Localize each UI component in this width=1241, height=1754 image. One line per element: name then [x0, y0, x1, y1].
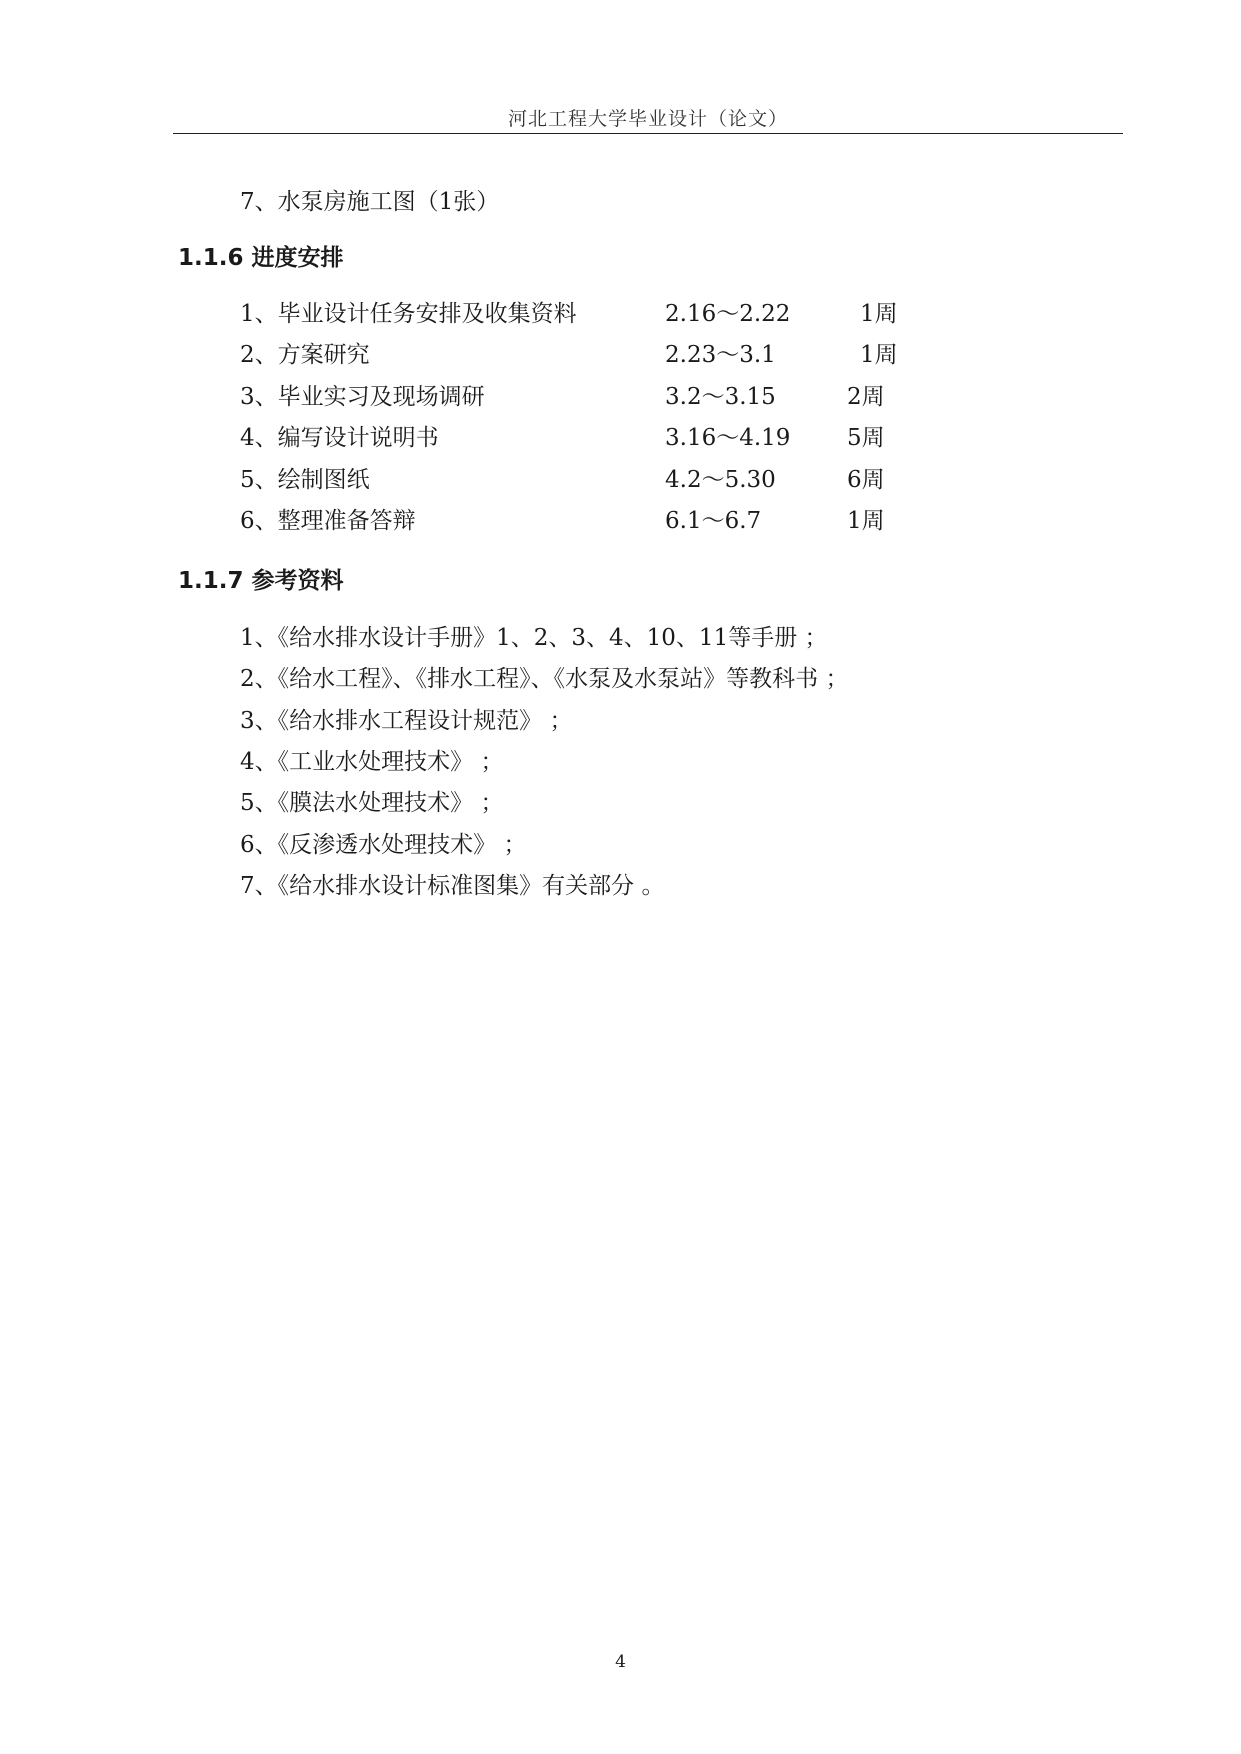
- reference-item: 4、《工业水处理技术》 ；: [240, 749, 504, 775]
- schedule-period: 6.1～6.7: [665, 508, 762, 534]
- schedule-row: [240, 510, 940, 538]
- schedule-duration: 5周: [847, 425, 885, 451]
- reference-item: 1、《给水排水设计手册》1、2、3、4、10、11等手册 ；: [240, 625, 828, 651]
- schedule-task: 5、绘制图纸: [240, 467, 370, 493]
- section-heading-references: 1.1.7 参考资料: [178, 568, 344, 594]
- schedule-task: 4、编写设计说明书: [240, 425, 439, 451]
- schedule-period: 4.2～5.30: [665, 467, 776, 493]
- schedule-row: [240, 344, 940, 372]
- schedule-task: 3、毕业实习及现场调研: [240, 384, 485, 410]
- schedule-period: 3.2～3.15: [665, 384, 776, 410]
- schedule-period: 2.23～3.1: [665, 342, 776, 368]
- schedule-row: [240, 386, 940, 414]
- schedule-period: 3.16～4.19: [665, 425, 791, 451]
- reference-item: 2、《给水工程》、《排水工程》、《水泵及水泵站》等教科书 ；: [240, 666, 849, 692]
- schedule-duration: 1周: [860, 301, 898, 327]
- drawing-list-item: 7、水泵房施工图（1张）: [240, 189, 500, 215]
- reference-item: 5、《膜法水处理技术》 ；: [240, 790, 504, 816]
- reference-item: 7、《给水排水设计标准图集》有关部分 。: [240, 873, 665, 899]
- reference-item: 3、《给水排水工程设计规范》 ；: [240, 708, 573, 734]
- schedule-row: [240, 303, 940, 331]
- header-rule: [173, 133, 1123, 134]
- schedule-duration: 6周: [847, 467, 885, 493]
- schedule-task: 1、毕业设计任务安排及收集资料: [240, 301, 577, 327]
- schedule-row: [240, 469, 940, 497]
- schedule-duration: 2周: [847, 384, 885, 410]
- schedule-period: 2.16～2.22: [665, 301, 791, 327]
- schedule-task: 2、方案研究: [240, 342, 370, 368]
- reference-item: 6、《反渗透水处理技术》 ；: [240, 832, 527, 858]
- page-number: 4: [615, 1652, 626, 1672]
- section-heading-schedule: 1.1.6 进度安排: [178, 245, 344, 271]
- page-header: 河北工程大学毕业设计（论文）: [507, 108, 788, 130]
- schedule-duration: 1周: [847, 508, 885, 534]
- schedule-duration: 1周: [860, 342, 898, 368]
- schedule-task: 6、整理准备答辩: [240, 508, 416, 534]
- schedule-row: [240, 427, 940, 455]
